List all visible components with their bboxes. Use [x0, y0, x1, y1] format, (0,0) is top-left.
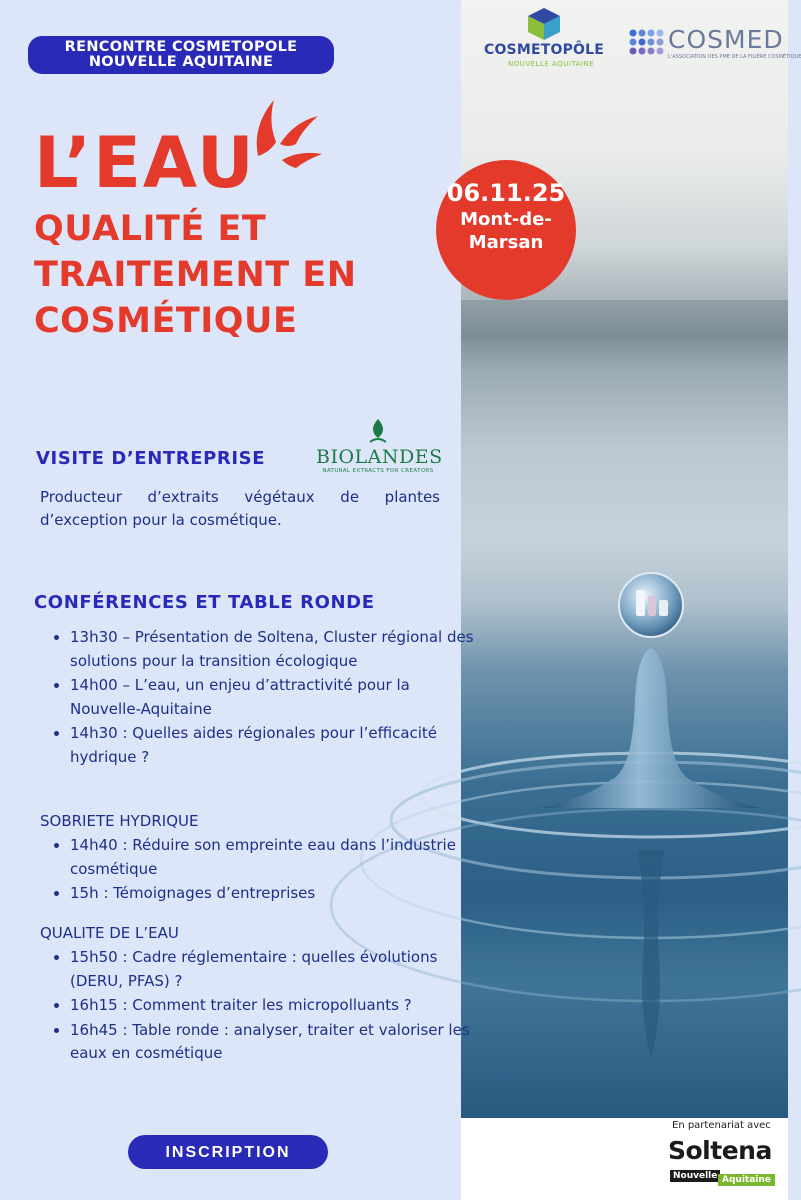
subtitle	[34, 206, 454, 344]
event-badge	[28, 36, 334, 74]
list-item: • 14h30 : Quelles aides régionales pour l’efficacité hydrique ?	[70, 722, 480, 769]
list-item: • 15h : Témoignages d’entreprises	[70, 882, 480, 906]
list-item: • 14h40 : Réduire son empreinte eau dans l’industrie cosmétique	[70, 834, 480, 881]
sobriete-heading: SOBRIETE HYDRIQUE	[40, 812, 199, 830]
soltena-name: Soltena	[668, 1136, 772, 1165]
cosmed-logo	[628, 25, 801, 62]
visite-description: Producteur d’extraits végétaux de plantes d’exception pour la cosmétique.	[40, 488, 440, 529]
badge-line2: NOUVELLE AQUITAINE	[88, 54, 274, 70]
soltena-nouvelle: Nouvelle	[670, 1170, 720, 1182]
cosmed-tagline: L'ASSOCIATION DES PME DE LA FILIÈRE COSMÉTIQUE	[668, 54, 801, 60]
event-place-line1: Mont-de-	[460, 209, 552, 230]
main-title: L’EAU	[34, 122, 256, 204]
list-item: • 13h30 – Présentation de Soltena, Cluster régional des solutions pour la transition écologique	[70, 626, 480, 673]
date-circle	[436, 160, 576, 300]
subtitle-line2: TRAITEMENT EN	[34, 255, 357, 295]
partner-label: En partenariat avec	[672, 1120, 771, 1131]
soltena-aquitaine: Aquitaine	[718, 1174, 775, 1186]
qualite-heading: QUALITE DE L’EAU	[40, 924, 179, 942]
list-item: • 14h00 – L’eau, un enjeu d’attractivité pour la Nouvelle-Aquitaine	[70, 674, 480, 721]
biolandes-tagline: NATURAL EXTRACTS FOR CREATORS	[322, 468, 434, 474]
event-place-line2: Marsan	[468, 232, 544, 253]
splash-icon	[250, 86, 326, 176]
biolandes-logo	[316, 418, 443, 474]
badge-line1: RENCONTRE COSMETOPOLE	[64, 39, 298, 55]
sobriete-list	[36, 834, 480, 907]
qualite-list	[36, 946, 480, 1067]
cosmetopole-name: COSMETOPÔLE	[483, 42, 605, 58]
cosmed-dots-icon	[628, 28, 664, 62]
cosmetopole-cube-icon	[524, 6, 564, 42]
cosmetopole-region: NOUVELLE AQUITAINE	[508, 60, 595, 68]
soltena-logo	[668, 1136, 778, 1190]
biolandes-name: BIOLANDES	[316, 446, 443, 468]
list-item: • 16h15 : Comment traiter les micropolluants ?	[70, 994, 480, 1018]
list-item: • 16h45 : Table ronde : analyser, traiter et valoriser les eaux en cosmétique	[70, 1019, 480, 1066]
conferences-heading: CONFÉRENCES ET TABLE RONDE	[34, 592, 375, 613]
biolandes-leaf-icon	[366, 418, 390, 444]
cosmed-name: COSMED	[668, 25, 784, 54]
conferences-list	[36, 626, 480, 770]
subtitle-line1: QUALITÉ ET	[34, 209, 267, 249]
visite-heading: VISITE D’ENTREPRISE	[36, 448, 266, 469]
cosmetopole-logo	[478, 6, 610, 70]
subtitle-line3: COSMÉTIQUE	[34, 301, 298, 341]
inscription-button[interactable]: INSCRIPTION	[128, 1135, 328, 1169]
event-date: 06.11.25	[446, 179, 566, 207]
list-item: • 15h50 : Cadre réglementaire : quelles évolutions (DERU, PFAS) ?	[70, 946, 480, 993]
